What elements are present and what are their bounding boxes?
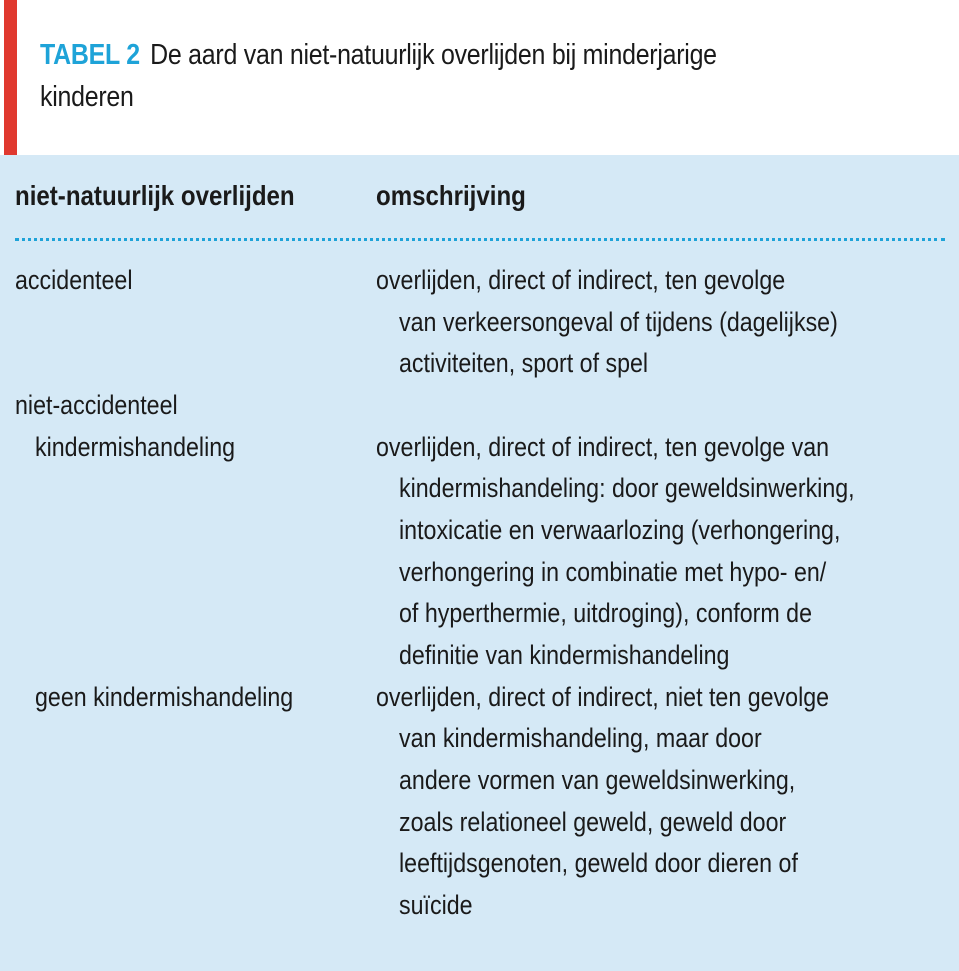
table-title — [40, 34, 900, 118]
row-category-kindermishandeling: kindermishandeling — [35, 432, 236, 462]
row-description-line: suïcide — [399, 890, 473, 920]
accent-bar — [4, 0, 17, 155]
table-header — [0, 0, 959, 155]
row-description-line: intoxicatie en verwaarlozing (verhongering, — [399, 515, 841, 545]
row-description-line: overlijden, direct of indirect, ten gevolge van — [376, 432, 830, 462]
row-category-accidenteel: accidenteel — [15, 265, 133, 295]
row-description-line: andere vormen van geweldsinwerking, — [399, 765, 796, 795]
row-description-line: kindermishandeling: door geweldsinwerking, — [399, 473, 855, 503]
header-divider — [15, 238, 945, 241]
column-header-description: omschrijving — [376, 180, 526, 211]
row-description-line: van verkeersongeval of tijdens (dagelijkse) — [399, 307, 838, 337]
row-description-line: definitie van kindermishandeling — [399, 640, 730, 670]
row-description-line: overlijden, direct of indirect, niet ten gevolge — [376, 682, 830, 712]
row-description-line: van kindermishandeling, maar door — [399, 723, 762, 753]
row-description-line: verhongering in combinatie met hypo- en/ — [399, 557, 827, 587]
row-description-line: zoals relationeel geweld, geweld door — [399, 807, 787, 837]
title-line-1: De aard van niet-natuurlijk overlijden bij minderjarige — [150, 39, 717, 71]
table-label: TABEL 2 — [40, 39, 140, 71]
row-description-line: overlijden, direct of indirect, ten gevolge — [376, 265, 786, 295]
row-description-line: leeftijdsgenoten, geweld door dieren of — [399, 848, 798, 878]
row-description-line: of hyperthermie, uitdroging), conform de — [399, 598, 813, 628]
column-header-type: niet-natuurlijk overlijden — [15, 180, 295, 211]
title-line-2: kinderen — [40, 81, 134, 113]
row-category-niet-accidenteel: niet-accidenteel — [15, 390, 178, 420]
row-category-geen-kindermishandeling: geen kindermishandeling — [35, 682, 294, 712]
row-description-line: activiteiten, sport of spel — [399, 348, 649, 378]
